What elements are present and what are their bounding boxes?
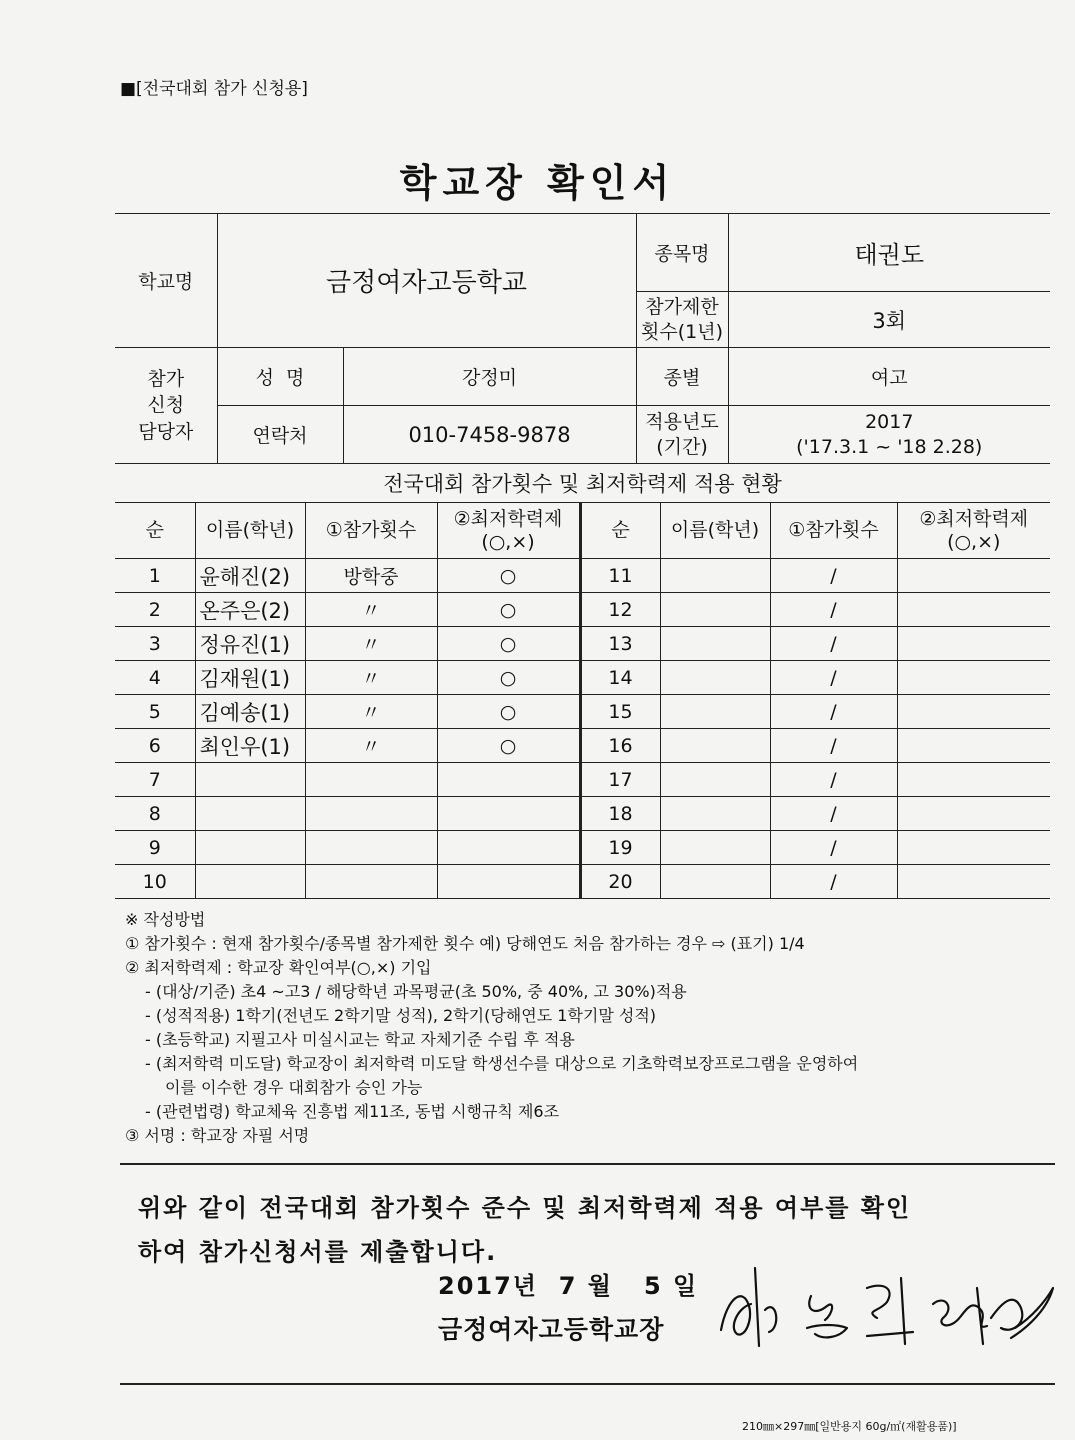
participation-count: 〃 (305, 661, 437, 695)
student-name (660, 763, 770, 797)
row-number: 2 (115, 593, 195, 627)
limit-label-line1: 참가제한 (645, 295, 719, 318)
name-label: 성 명 (217, 348, 343, 406)
participation-count (305, 865, 437, 899)
type-label: 종별 (636, 348, 728, 406)
header-no: 순 (580, 503, 660, 559)
row-number: 7 (115, 763, 195, 797)
participation-count: / (770, 763, 897, 797)
submission-date: 2017년 7 월 5 일 (438, 1272, 699, 1300)
event-value: 태권도 (728, 214, 1050, 292)
principal-signature (715, 1258, 1060, 1353)
table-row (115, 661, 1050, 695)
participation-count: / (770, 865, 897, 899)
section-title: 전국대회 참가횟수 및 최저학력제 적용 현황 (383, 472, 782, 496)
paper-spec-footer: 210㎜×297㎜[일반용지 60g/㎡(재활용품)] (742, 1420, 957, 1433)
student-name (195, 865, 305, 899)
year-value-line2: ('17.3.1 ~ '18 2.28) (796, 435, 983, 458)
participation-count: 〃 (305, 729, 437, 763)
min-academic-check (897, 593, 1050, 627)
applicant-label-line1: 참가 (147, 367, 185, 390)
table-row (115, 627, 1050, 661)
document-title: 학교장 확인서 (399, 161, 676, 205)
student-name: 온주은(2) (195, 593, 305, 627)
name-value: 강정미 (343, 348, 636, 406)
min-academic-check (897, 729, 1050, 763)
type-value: 여고 (728, 348, 1050, 406)
participation-count: / (770, 661, 897, 695)
min-academic-check: ○ (437, 627, 580, 661)
min-academic-check (897, 831, 1050, 865)
row-number: 18 (580, 797, 660, 831)
applicant-label-line2: 신청 (147, 394, 185, 417)
instruction-2a: - (대상/기준) 초4 ~고3 / 해당학년 과목평균(초 50%, 중 40%, 고 30%)적용 (145, 982, 687, 1001)
row-number: 4 (115, 661, 195, 695)
participation-count: / (770, 729, 897, 763)
header-no: 순 (115, 503, 195, 559)
bottom-border-line (120, 1383, 1055, 1385)
table-row (115, 865, 1050, 899)
table-row (115, 797, 1050, 831)
header-min-line1: ②최저학력제 (453, 507, 563, 530)
participation-table (115, 502, 1050, 899)
header-name: 이름(학년) (660, 503, 770, 559)
min-academic-check: ○ (437, 593, 580, 627)
student-name (195, 831, 305, 865)
limit-value: 3회 (728, 292, 1050, 348)
instruction-2e: - (관련법령) 학교체육 진흥법 제11조, 동법 시행규칙 제6조 (145, 1102, 560, 1121)
participation-count: / (770, 627, 897, 661)
limit-label (636, 292, 728, 348)
min-academic-check (897, 695, 1050, 729)
year-label (636, 406, 728, 464)
min-academic-check: ○ (437, 559, 580, 593)
participation-count: / (770, 831, 897, 865)
student-name (660, 593, 770, 627)
table-row (115, 559, 1050, 593)
min-academic-check (437, 865, 580, 899)
participation-count (305, 763, 437, 797)
min-academic-check (437, 831, 580, 865)
school-label: 학교명 (115, 214, 217, 348)
contact-value: 010-7458-9878 (343, 406, 636, 464)
instruction-2c: - (초등학교) 지필고사 미실시교는 학교 자체기준 수립 후 적용 (145, 1030, 575, 1049)
row-number: 15 (580, 695, 660, 729)
row-number: 17 (580, 763, 660, 797)
participation-count (305, 797, 437, 831)
divider-line (120, 1163, 1055, 1165)
min-academic-check (897, 661, 1050, 695)
min-academic-check (897, 865, 1050, 899)
header-min-line2: (○,×) (481, 530, 535, 553)
row-number: 20 (580, 865, 660, 899)
student-name (660, 661, 770, 695)
limit-label-line2: 횟수(1년) (641, 320, 723, 343)
min-academic-check (897, 559, 1050, 593)
applicant-label (115, 348, 217, 464)
student-name (195, 763, 305, 797)
row-number: 3 (115, 627, 195, 661)
year-value (728, 406, 1050, 464)
table-row (115, 729, 1050, 763)
applicant-label-line3: 담당자 (138, 420, 194, 443)
row-number: 5 (115, 695, 195, 729)
table-header-row (115, 503, 1050, 559)
student-name (660, 865, 770, 899)
row-number: 10 (115, 865, 195, 899)
participation-count: / (770, 593, 897, 627)
min-academic-check (437, 797, 580, 831)
min-academic-check: ○ (437, 695, 580, 729)
event-label: 종목명 (636, 214, 728, 292)
instruction-3: ③ 서명 : 학교장 자필 서명 (125, 1126, 310, 1145)
row-number: 16 (580, 729, 660, 763)
table-row (115, 695, 1050, 729)
row-number: 19 (580, 831, 660, 865)
declaration-line2: 하여 참가신청서를 제출합니다. (138, 1238, 498, 1266)
participation-count: / (770, 797, 897, 831)
form-type-label: ■[전국대회 참가 신청용] (120, 79, 308, 99)
student-name (660, 695, 770, 729)
student-name (660, 559, 770, 593)
instruction-2b: - (성적적용) 1학기(전년도 2학기말 성적), 2학기(당해연도 1학기말 성적) (145, 1006, 657, 1025)
student-name: 윤해진(2) (195, 559, 305, 593)
row-number: 1 (115, 559, 195, 593)
year-label-line1: 적용년도 (645, 410, 719, 433)
participation-count: 〃 (305, 593, 437, 627)
table-row (115, 593, 1050, 627)
year-value-line1: 2017 (865, 410, 914, 433)
instruction-2: ② 최저학력제 : 학교장 확인여부(○,×) 기입 (125, 958, 432, 977)
applicant-info-table (115, 213, 1050, 464)
min-academic-check: ○ (437, 729, 580, 763)
student-name: 최인우(1) (195, 729, 305, 763)
student-name: 정유진(1) (195, 627, 305, 661)
header-min-line2: (○,×) (947, 530, 1001, 553)
table-row (115, 831, 1050, 865)
min-academic-check: ○ (437, 661, 580, 695)
instruction-1: ① 참가횟수 : 현재 참가횟수/종목별 참가제한 횟수 예) 당해연도 처음 참가하는 경우 ⇨ (표기) 1/4 (125, 934, 805, 953)
participation-count: 〃 (305, 627, 437, 661)
header-min (897, 503, 1050, 559)
participation-count (305, 831, 437, 865)
header-count: ①참가횟수 (305, 503, 437, 559)
header-name: 이름(학년) (195, 503, 305, 559)
row-number: 14 (580, 661, 660, 695)
header-count: ①참가횟수 (770, 503, 897, 559)
min-academic-check (897, 627, 1050, 661)
participation-count: / (770, 559, 897, 593)
instruction-2d-cont: 이를 이수한 경우 대회참가 승인 가능 (165, 1078, 423, 1097)
min-academic-check (897, 797, 1050, 831)
student-name: 김예송(1) (195, 695, 305, 729)
header-min (437, 503, 580, 559)
row-number: 13 (580, 627, 660, 661)
participation-count: / (770, 695, 897, 729)
student-name (660, 627, 770, 661)
student-name (660, 729, 770, 763)
principal-title: 금정여자고등학교장 (438, 1315, 665, 1344)
contact-label: 연락처 (217, 406, 343, 464)
row-number: 6 (115, 729, 195, 763)
instructions-title: ※ 작성방법 (125, 910, 206, 929)
student-name (195, 797, 305, 831)
year-label-line2: (기간) (656, 435, 708, 458)
student-name (660, 831, 770, 865)
header-min-line1: ②최저학력제 (919, 507, 1029, 530)
participation-count: 〃 (305, 695, 437, 729)
min-academic-check (437, 763, 580, 797)
instructions (125, 908, 1045, 1148)
student-name (660, 797, 770, 831)
student-name: 김재원(1) (195, 661, 305, 695)
school-value: 금정여자고등학교 (217, 214, 636, 348)
participation-count: 방학중 (305, 559, 437, 593)
row-number: 11 (580, 559, 660, 593)
table-row (115, 763, 1050, 797)
instruction-2d: - (최저학력 미도달) 학교장이 최저학력 미도달 학생선수를 대상으로 기초학력보장프로그램을 운영하여 (145, 1054, 859, 1073)
row-number: 12 (580, 593, 660, 627)
declaration-line1: 위와 같이 전국대회 참가횟수 준수 및 최저학력제 적용 여부를 확인 (138, 1194, 912, 1222)
row-number: 9 (115, 831, 195, 865)
row-number: 8 (115, 797, 195, 831)
min-academic-check (897, 763, 1050, 797)
